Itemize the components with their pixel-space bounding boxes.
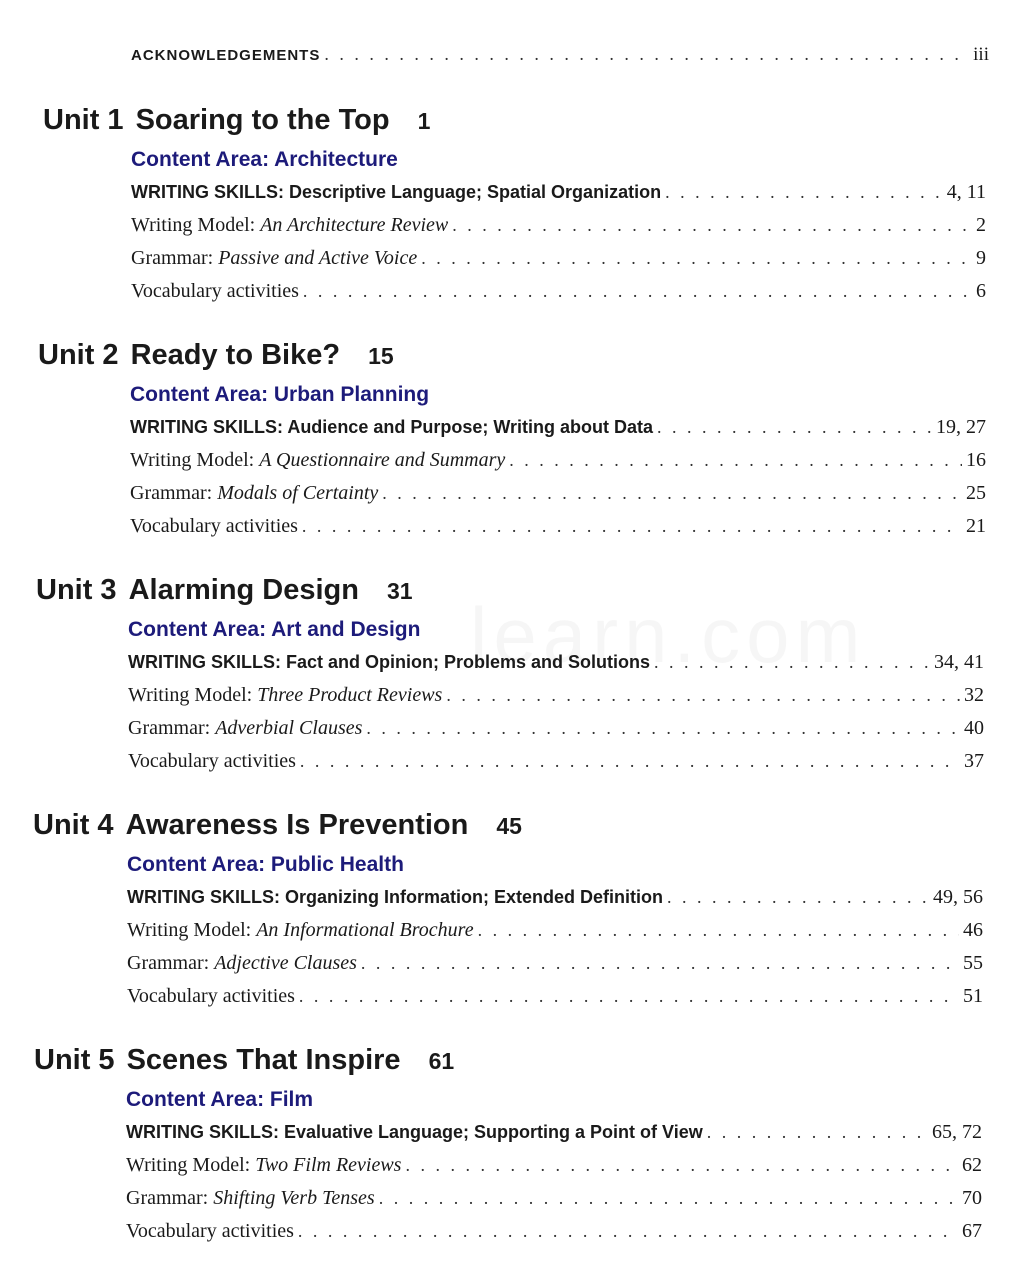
grammar-title: Adverbial Clauses [215, 717, 363, 739]
unit-heading[interactable] [36, 574, 1026, 614]
dot-leader [361, 947, 959, 980]
unit-number: Unit 5 [34, 1044, 115, 1076]
unit-title: Awareness Is Prevention [125, 809, 469, 841]
writing-model-prefix: Writing Model: [131, 214, 256, 236]
unit-number: Unit 4 [33, 809, 114, 841]
vocabulary-page: 6 [976, 280, 986, 302]
grammar-prefix: Grammar: [131, 247, 214, 269]
writing-model-label [126, 1149, 401, 1182]
writing-model-label [127, 914, 474, 947]
writing-skills-entry[interactable] [131, 176, 986, 209]
writing-model-title: A Questionnaire and Summary [259, 449, 506, 471]
grammar-prefix: Grammar: [130, 482, 213, 504]
writing-skills-label: WRITING SKILLS: Organizing Information; Extended Definition [127, 887, 663, 907]
vocabulary-entry[interactable] [128, 745, 984, 778]
unit-title: Ready to Bike? [130, 339, 341, 371]
grammar-entry[interactable] [127, 947, 983, 980]
grammar-entry[interactable] [126, 1182, 982, 1215]
vocabulary-entry[interactable] [126, 1215, 982, 1248]
dot-leader [421, 242, 972, 275]
writing-model-prefix: Writing Model: [127, 919, 252, 941]
unit-entries [126, 1084, 982, 1248]
dot-leader [707, 1116, 928, 1149]
grammar-page: 70 [962, 1187, 982, 1209]
writing-model-title: An Informational Brochure [256, 919, 474, 941]
content-area: Content Area: Film [126, 1088, 314, 1111]
dot-leader [452, 209, 972, 242]
acknowledgements-label: ACKNOWLEDGEMENTS [131, 47, 321, 64]
vocabulary-label: Vocabulary activities [131, 280, 299, 302]
grammar-page: 25 [966, 482, 986, 504]
writing-model-prefix: Writing Model: [130, 449, 255, 471]
writing-skills-label: WRITING SKILLS: Descriptive Language; Spatial Organization [131, 182, 662, 202]
dot-leader [302, 510, 962, 543]
unit-heading[interactable] [38, 339, 1028, 379]
unit-number: Unit 3 [36, 574, 117, 606]
writing-skills-entry[interactable] [127, 881, 983, 914]
writing-model-entry[interactable] [127, 914, 983, 947]
vocabulary-label: Vocabulary activities [128, 750, 296, 772]
writing-model-title: Three Product Reviews [257, 684, 443, 706]
grammar-page: 55 [963, 952, 983, 974]
dot-leader [405, 1149, 958, 1182]
unit-heading[interactable] [43, 104, 1033, 144]
grammar-entry[interactable] [131, 242, 986, 275]
unit-entries [131, 144, 986, 308]
writing-skills-pages: 49, 56 [933, 886, 983, 908]
unit-section [34, 1044, 1024, 1248]
writing-model-page: 32 [964, 684, 984, 706]
grammar-page: 9 [976, 247, 986, 269]
content-area: Content Area: Art and Design [128, 618, 421, 641]
writing-model-page: 2 [976, 214, 986, 236]
unit-section [36, 574, 1026, 778]
unit-entries [130, 379, 986, 543]
writing-model-label [128, 679, 442, 712]
dot-leader [657, 411, 932, 444]
dot-leader [654, 646, 930, 679]
unit-page: 15 [368, 343, 394, 369]
unit-entries [128, 614, 984, 778]
grammar-title: Shifting Verb Tenses [213, 1187, 375, 1209]
dot-leader [303, 275, 972, 308]
grammar-prefix: Grammar: [128, 717, 211, 739]
writing-skills-entry[interactable] [128, 646, 984, 679]
content-area: Content Area: Urban Planning [130, 383, 430, 406]
writing-skills-pages: 65, 72 [932, 1121, 982, 1143]
vocabulary-label: Vocabulary activities [130, 515, 298, 537]
grammar-label [131, 242, 417, 275]
writing-skills-label: WRITING SKILLS: Audience and Purpose; Writing about Data [130, 417, 654, 437]
writing-skills-pages: 19, 27 [936, 416, 986, 438]
writing-model-entry[interactable] [126, 1149, 982, 1182]
unit-section [33, 809, 1023, 1013]
dot-leader [324, 44, 969, 65]
dot-leader [298, 1215, 958, 1248]
writing-model-prefix: Writing Model: [126, 1154, 251, 1176]
writing-model-entry[interactable] [131, 209, 986, 242]
grammar-title: Adjective Clauses [214, 952, 357, 974]
writing-skills-label: WRITING SKILLS: Fact and Opinion; Problems and Solutions [128, 652, 650, 672]
grammar-label [128, 712, 362, 745]
acknowledgements-page: iii [973, 44, 989, 65]
vocabulary-label: Vocabulary activities [126, 1220, 294, 1242]
grammar-title: Modals of Certainty [217, 482, 379, 504]
writing-model-title: An Architecture Review [260, 214, 449, 236]
writing-skills-entry[interactable] [130, 411, 986, 444]
grammar-label [130, 477, 378, 510]
unit-number: Unit 1 [43, 104, 124, 136]
unit-section [43, 104, 1033, 308]
grammar-prefix: Grammar: [127, 952, 210, 974]
writing-model-entry[interactable] [130, 444, 986, 477]
dot-leader [379, 1182, 958, 1215]
grammar-prefix: Grammar: [126, 1187, 209, 1209]
unit-page: 31 [387, 578, 413, 604]
unit-page: 1 [417, 108, 431, 134]
writing-skills-pages: 34, 41 [934, 651, 984, 673]
unit-title: Soaring to the Top [135, 104, 390, 136]
unit-title: Alarming Design [128, 574, 359, 606]
vocabulary-entry[interactable] [130, 510, 986, 543]
acknowledgements-entry[interactable] [131, 44, 989, 66]
vocabulary-entry[interactable] [131, 275, 986, 308]
unit-entries [127, 849, 983, 1013]
writing-model-page: 46 [963, 919, 983, 941]
unit-title: Scenes That Inspire [126, 1044, 401, 1076]
vocabulary-page: 51 [963, 985, 983, 1007]
vocabulary-page: 37 [964, 750, 984, 772]
dot-leader [300, 745, 960, 778]
grammar-page: 40 [964, 717, 984, 739]
grammar-title: Passive and Active Voice [218, 247, 418, 269]
grammar-label [126, 1182, 375, 1215]
dot-leader [366, 712, 960, 745]
writing-model-label [130, 444, 505, 477]
unit-page: 61 [428, 1048, 455, 1074]
dot-leader [299, 980, 959, 1013]
vocabulary-entry[interactable] [127, 980, 983, 1013]
writing-model-entry[interactable] [128, 679, 984, 712]
vocabulary-page: 67 [962, 1220, 982, 1242]
vocabulary-label: Vocabulary activities [127, 985, 295, 1007]
unit-section [38, 339, 1028, 543]
writing-skills-pages: 4, 11 [946, 181, 986, 203]
vocabulary-page: 21 [966, 515, 986, 537]
unit-number: Unit 2 [38, 339, 119, 371]
dot-leader [665, 176, 943, 209]
writing-skills-entry[interactable] [126, 1116, 982, 1149]
grammar-entry[interactable] [128, 712, 984, 745]
grammar-label [127, 947, 357, 980]
dot-leader [446, 679, 960, 712]
dot-leader [667, 881, 929, 914]
writing-skills-label: WRITING SKILLS: Evaluative Language; Supporting a Point of View [126, 1122, 703, 1142]
dot-leader [509, 444, 962, 477]
unit-heading[interactable] [33, 809, 1023, 849]
unit-page: 45 [496, 813, 522, 839]
writing-model-page: 62 [962, 1154, 982, 1176]
grammar-entry[interactable] [130, 477, 986, 510]
dot-leader [382, 477, 962, 510]
unit-heading[interactable] [34, 1044, 1024, 1084]
dot-leader [478, 914, 959, 947]
writing-model-page: 16 [966, 449, 986, 471]
content-area: Content Area: Public Health [127, 853, 404, 876]
writing-model-label [131, 209, 448, 242]
writing-model-prefix: Writing Model: [128, 684, 253, 706]
content-area: Content Area: Architecture [131, 148, 398, 171]
writing-model-title: Two Film Reviews [255, 1154, 402, 1176]
